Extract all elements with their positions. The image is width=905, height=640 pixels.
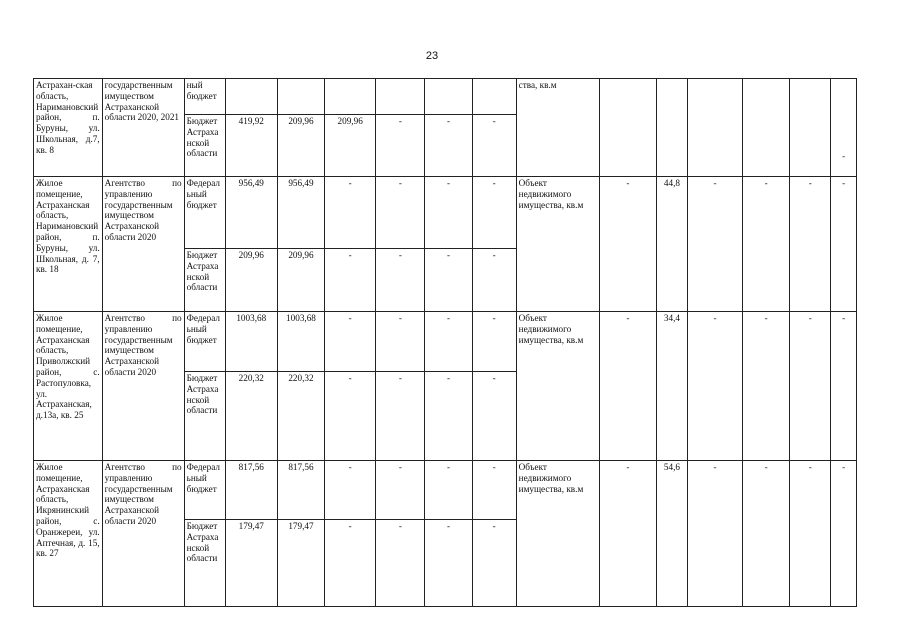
target-cell: - (831, 461, 857, 607)
source-cell: Федеральный бюджет (184, 461, 225, 520)
year-cell: - (325, 249, 376, 312)
year-cell: - (472, 372, 516, 461)
year-cell: - (472, 249, 516, 312)
year-cell: - (425, 249, 472, 312)
year-cell: - (325, 312, 376, 372)
year-cell: 209,96 (325, 115, 376, 177)
year-cell: - (376, 177, 425, 249)
base-cell (599, 79, 656, 177)
base-cell: - (599, 312, 656, 461)
source-cell: Бюджет Астраханской области (184, 249, 225, 312)
budget-table (33, 78, 857, 607)
base-cell: - (599, 177, 656, 312)
year-cell (277, 79, 324, 115)
total-cell: 956,49 (225, 177, 277, 249)
year-cell: 179,47 (277, 520, 324, 607)
target-cell (687, 79, 742, 177)
target-cell: - (687, 312, 742, 461)
total-cell: 220,32 (225, 372, 277, 461)
year-cell: - (325, 177, 376, 249)
year-cell: 817,56 (277, 461, 324, 520)
indicator-cell: Объект недвижимого имущества, кв.м (516, 461, 599, 607)
total-cell: 817,56 (225, 461, 277, 520)
page-number: 23 (425, 50, 439, 62)
value-cell: 34,4 (657, 312, 688, 461)
total-cell: 209,96 (225, 249, 277, 312)
table-row (34, 312, 857, 372)
target-cell: - (790, 177, 831, 312)
year-cell: - (425, 115, 472, 177)
total-cell: 1003,68 (225, 312, 277, 372)
value-cell (657, 79, 688, 177)
year-cell: - (425, 372, 472, 461)
year-cell: - (472, 115, 516, 177)
source-cell: ный бюджет (184, 79, 225, 115)
target-cell: - (743, 312, 790, 461)
year-cell: 209,96 (277, 115, 324, 177)
value-cell: 54,6 (657, 461, 688, 607)
target-cell: - (687, 461, 742, 607)
base-cell: - (599, 461, 656, 607)
year-cell: - (425, 312, 472, 372)
agency-cell: Агентство по управлению государственным имуществом Астраханской области 2020 (102, 177, 184, 312)
total-cell: 179,47 (225, 520, 277, 607)
source-cell: Федеральный бюджет (184, 312, 225, 372)
target-cell (743, 79, 790, 177)
object-cell: Жилое помещение, Астраханская область, Икрянинский район, с. Оранжереи, ул. Аптечная, д. 15, кв. 27 (34, 461, 103, 607)
target-cell: - (831, 312, 857, 461)
object-cell: Астрахан-ская область, Наримановский район, п. Буруны, ул. Школьная, д.7, кв. 8 (34, 79, 103, 177)
agency-cell: Агентство по управлению государственным имуществом Астраханской области 2020 (102, 461, 184, 607)
year-cell: - (425, 461, 472, 520)
year-cell: - (376, 461, 425, 520)
indicator-cell: ства, кв.м (516, 79, 599, 177)
indicator-cell: Объект недвижимого имущества, кв.м (516, 177, 599, 312)
target-cell: - (687, 177, 742, 312)
year-cell (425, 79, 472, 115)
year-cell: 220,32 (277, 372, 324, 461)
source-cell: Бюджет Астраханской области (184, 520, 225, 607)
target-cell: - (743, 461, 790, 607)
value-cell: 44,8 (657, 177, 688, 312)
target-cell: - (790, 312, 831, 461)
year-cell: - (425, 177, 472, 249)
table-row (34, 461, 857, 520)
year-cell: 209,96 (277, 249, 324, 312)
object-cell: Жилое помещение, Астраханская область, Наримановский район, п. Буруны, ул. Школьная, д. 7, кв. 18 (34, 177, 103, 312)
source-cell: Бюджет Астраханской области (184, 115, 225, 177)
total-cell: 419,92 (225, 115, 277, 177)
table-row (34, 79, 857, 115)
year-cell: 1003,68 (277, 312, 324, 372)
year-cell: - (472, 461, 516, 520)
year-cell: - (472, 177, 516, 249)
year-cell: - (376, 249, 425, 312)
year-cell: - (376, 115, 425, 177)
target-cell: - (743, 177, 790, 312)
source-cell: Федеральный бюджет (184, 177, 225, 249)
year-cell (472, 79, 516, 115)
total-cell (225, 79, 277, 115)
year-cell: - (376, 372, 425, 461)
target-cell: - (831, 177, 857, 312)
source-cell: Бюджет Астраханской области (184, 372, 225, 461)
year-cell: - (425, 520, 472, 607)
indicator-cell: Объект недвижимого имущества, кв.м (516, 312, 599, 461)
year-cell: - (325, 372, 376, 461)
target-cell: - (790, 461, 831, 607)
table-row (34, 177, 857, 249)
year-cell: - (376, 520, 425, 607)
year-cell: - (472, 312, 516, 372)
year-cell: - (325, 520, 376, 607)
year-cell: - (325, 461, 376, 520)
agency-cell: Агентство по управлению государственным имуществом Астраханской области 2020 (102, 312, 184, 461)
year-cell: - (376, 312, 425, 372)
object-cell: Жилое помещение, Астраханская область, Приволжский район, с. Растопуловка, ул. Астраханская, д.13а, кв. 25 (34, 312, 103, 461)
year-cell (325, 79, 376, 115)
year-cell: 956,49 (277, 177, 324, 249)
agency-cell: государственным имуществом Астраханской области 2020, 2021 (102, 79, 184, 177)
year-cell: - (472, 520, 516, 607)
year-cell (376, 79, 425, 115)
target-cell: - (831, 79, 857, 177)
target-cell (790, 79, 831, 177)
